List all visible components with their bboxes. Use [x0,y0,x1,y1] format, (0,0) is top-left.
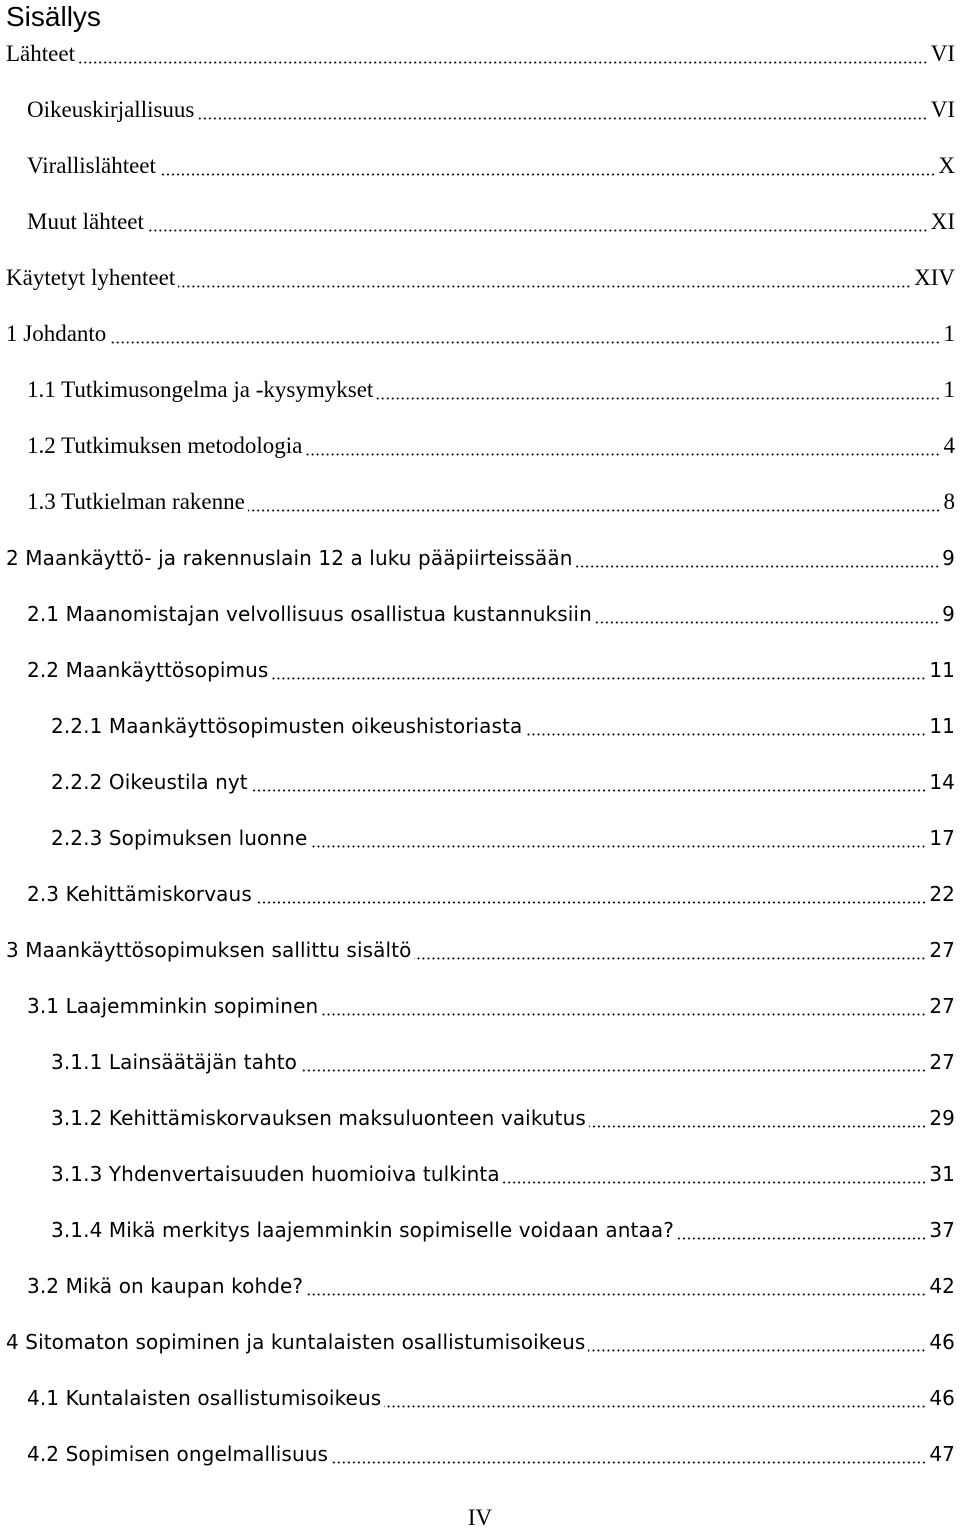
toc-entry-page: 46 [929,1330,955,1354]
toc-entry-label: 3.1.3 Yhdenvertaisuuden huomioiva tulkinta [51,1162,500,1186]
toc-entry-page: VI [930,97,955,122]
toc-entry-page: 11 [929,714,955,738]
toc-entry-page: 9 [942,602,955,626]
page-number: IV [467,1505,493,1530]
toc-entry-label: 3.1.4 Mikä merkitys laajemminkin sopimiselle voidaan antaa? [51,1218,674,1242]
toc-entry-label: 2.2.2 Oikeustila nyt [51,770,248,794]
dot-leader [677,1237,926,1240]
dot-leader [159,173,935,176]
dot-leader [310,845,926,848]
dot-leader [78,61,928,64]
toc-entry-label: 2.2.3 Sopimuksen luonne [51,826,308,850]
toc-entry-page: 29 [929,1106,955,1130]
dot-leader [306,1293,926,1296]
toc-entry-page: 47 [929,1442,955,1466]
toc-entry[interactable] [0,26,960,82]
toc-entry-page: 1 [943,377,955,402]
dot-leader [576,565,940,568]
toc-entry[interactable] [0,194,960,250]
toc-entry-label: Oikeuskirjallisuus [27,97,195,122]
dot-leader [321,1013,926,1016]
dot-leader [251,789,927,792]
toc-entry[interactable] [0,1258,960,1314]
dot-leader [197,117,927,120]
toc-entry[interactable] [0,1146,960,1202]
toc-entry[interactable] [0,922,960,978]
toc-entry[interactable] [0,754,960,810]
dot-leader [384,1405,926,1408]
toc-entry-page: 1 [943,321,955,346]
toc-entry-label: 1.2 Tutkimuksen metodologia [27,433,303,458]
toc-entry-label: 2.2 Maankäyttösopimus [27,658,269,682]
toc-entry-page: 27 [929,1050,955,1074]
toc-entry-label: 3.1.2 Kehittämiskorvauksen maksuluonteen vaikutus [51,1106,586,1130]
toc-entry-label: 1.3 Tutkielman rakenne [27,489,245,514]
toc-entry-page: 4 [943,433,955,458]
toc-entry-label: 3.2 Mikä on kaupan kohde? [27,1274,304,1298]
toc-entry-page: VI [930,41,955,66]
toc-entry-label: 4.1 Kuntalaisten osallistumisoikeus [27,1386,382,1410]
toc-entry-page: 8 [943,489,955,514]
toc-entry[interactable] [0,1034,960,1090]
toc-entry[interactable] [0,586,960,642]
toc-entry-page: 46 [929,1386,955,1410]
dot-leader [376,397,940,400]
toc-entry-label: 1 Johdanto [6,321,107,346]
dot-leader [595,621,939,624]
dot-leader [178,285,911,288]
toc-entry-page: 42 [929,1274,955,1298]
toc-entry-label: 2.3 Kehittämiskorvaus [27,882,252,906]
toc-entry-label: Muut lähteet [27,209,144,234]
toc-entry-page: 14 [929,770,955,794]
toc-entry-page: X [938,153,955,178]
toc-entry-label: 1.1 Tutkimusongelma ja -kysymykset [27,377,374,402]
dot-leader [331,1461,926,1464]
toc-entry[interactable] [0,1426,960,1482]
toc-entry-label: 4.2 Sopimisen ongelmallisuus [27,1442,329,1466]
toc-entry[interactable] [0,698,960,754]
toc-entry-label: 2.1 Maanomistajan velvollisuus osallistua kustannuksiin [27,602,592,626]
toc-entry[interactable] [0,250,960,306]
dot-leader [248,509,941,512]
toc-entry-page: 22 [929,882,955,906]
table-of-contents [0,26,960,1482]
toc-entry[interactable] [0,306,960,362]
toc-entry[interactable] [0,978,960,1034]
dot-leader [300,1069,926,1072]
toc-entry-page: 11 [929,658,955,682]
toc-entry-label: Virallislähteet [27,153,156,178]
toc-entry-page: 31 [929,1162,955,1186]
toc-entry-page: 27 [929,938,955,962]
toc-entry-label: 3 Maankäyttösopimuksen sallittu sisältö [6,938,412,962]
page-title: Sisällys [6,1,101,32]
toc-entry[interactable] [0,82,960,138]
toc-entry-label: 4 Sitomaton sopiminen ja kuntalaisten osallistumisoikeus [6,1330,586,1354]
dot-leader [255,901,927,904]
toc-entry-page: 37 [929,1218,955,1242]
toc-entry[interactable] [0,138,960,194]
dot-leader [588,1349,926,1352]
toc-entry-label: 2 Maankäyttö- ja rakennuslain 12 a luku pääpiirteissään [6,546,573,570]
toc-entry-page: XI [930,209,955,234]
dot-leader [109,341,940,344]
toc-entry[interactable] [0,1370,960,1426]
dot-leader [503,1181,927,1184]
toc-entry-page: 9 [942,546,955,570]
dot-leader [589,1125,926,1128]
toc-entry[interactable] [0,362,960,418]
toc-entry-page: XIV [914,265,955,290]
toc-entry[interactable] [0,810,960,866]
dot-leader [525,733,926,736]
dot-leader [414,957,926,960]
toc-entry[interactable] [0,474,960,530]
toc-entry[interactable] [0,530,960,586]
toc-entry-label: Käytetyt lyhenteet [6,265,176,290]
toc-entry-page: 17 [929,826,955,850]
toc-entry[interactable] [0,418,960,474]
toc-entry-label: 2.2.1 Maankäyttösopimusten oikeushistoriasta [51,714,523,738]
dot-leader [305,453,940,456]
toc-entry[interactable] [0,866,960,922]
toc-entry[interactable] [0,1090,960,1146]
toc-entry-page: 27 [929,994,955,1018]
toc-entry[interactable] [0,642,960,698]
toc-entry[interactable] [0,1202,960,1258]
dot-leader [147,229,928,232]
toc-entry[interactable] [0,1314,960,1370]
toc-entry-label: Lähteet [6,41,75,66]
toc-entry-label: 3.1.1 Lainsäätäjän tahto [51,1050,298,1074]
toc-entry-label: 3.1 Laajemminkin sopiminen [27,994,319,1018]
dot-leader [271,677,926,680]
